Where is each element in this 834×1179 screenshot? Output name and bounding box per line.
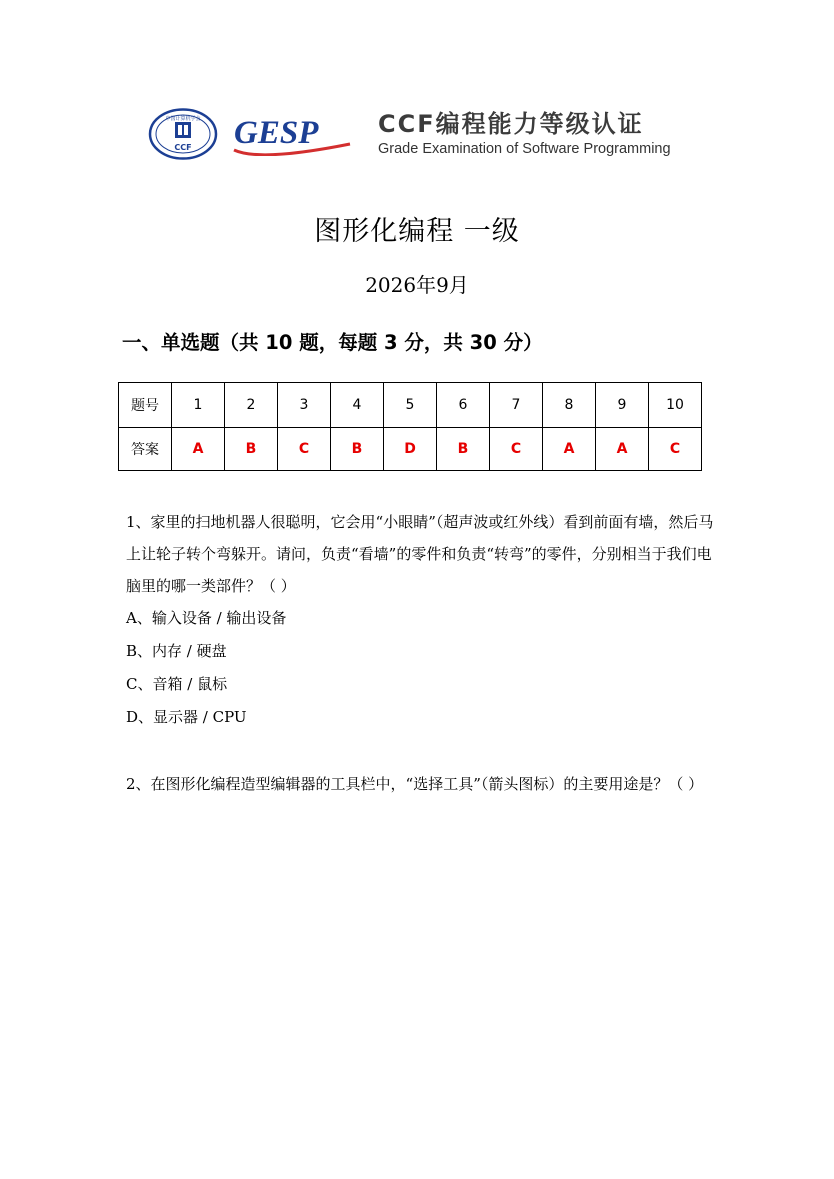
- question-number-cell: 8: [543, 383, 596, 428]
- question-number-cell: 10: [649, 383, 702, 428]
- answer-cell: A: [596, 428, 649, 471]
- answer-cell: C: [649, 428, 702, 471]
- row-label: 题号: [119, 383, 172, 428]
- option-d: D、显示器 / CPU: [126, 708, 247, 726]
- answer-cell: A: [172, 428, 225, 471]
- question-text: 2、在图形化编程造型编辑器的工具栏中，“选择工具”（箭头图标）的主要用途是？（ ）: [126, 775, 704, 793]
- exam-header: [148, 104, 688, 164]
- question-2: [126, 768, 716, 800]
- section-heading: 一、单选题（共 10 题，每题 3 分，共 30 分）: [122, 331, 543, 354]
- answer-cell: B: [331, 428, 384, 471]
- answer-cell: C: [278, 428, 331, 471]
- gesp-logo-text: GESP: [234, 115, 319, 151]
- question-number-cell: 3: [278, 383, 331, 428]
- seal-abbr: CCF: [174, 143, 192, 152]
- answer-table: [118, 382, 702, 471]
- option-c: C、音箱 / 鼠标: [126, 675, 228, 693]
- answer-cell: C: [490, 428, 543, 471]
- option-a: A、输入设备 / 输出设备: [126, 609, 287, 627]
- question-number-cell: 9: [596, 383, 649, 428]
- answer-cell: B: [437, 428, 490, 471]
- option-b: B、内存 / 硬盘: [126, 642, 227, 660]
- answer-cell: B: [225, 428, 278, 471]
- answer-cell: D: [384, 428, 437, 471]
- cert-title: CCF编程能力等级认证: [378, 110, 644, 138]
- document-title: 图形化编程 一级: [314, 216, 520, 247]
- answer-row: [119, 428, 702, 471]
- answer-cell: A: [543, 428, 596, 471]
- certification-text: [378, 110, 671, 158]
- document-date: 2026年9月: [365, 273, 469, 297]
- question-number-row: [119, 383, 702, 428]
- question-number-cell: 5: [384, 383, 437, 428]
- question-1: [126, 506, 716, 734]
- question-number-cell: 4: [331, 383, 384, 428]
- ccf-seal-logo: [148, 108, 218, 160]
- question-number-cell: 2: [225, 383, 278, 428]
- question-number-cell: 1: [172, 383, 225, 428]
- question-number-cell: 6: [437, 383, 490, 428]
- seal-text: 中国计算机学会: [165, 116, 201, 122]
- question-number-cell: 7: [490, 383, 543, 428]
- cert-subtitle: Grade Examination of Software Programming: [378, 141, 671, 157]
- question-text: 1、家里的扫地机器人很聪明，它会用“小眼睛”（超声波或红外线）看到前面有墙，然后马上让轮子转个弯躲开。请问，负责“看墙”的零件和负责“转弯”的零件，分别相当于我们电脑里的哪一类部件？（ ）: [126, 513, 714, 595]
- row-label: 答案: [119, 428, 172, 471]
- gesp-logo: [230, 110, 360, 156]
